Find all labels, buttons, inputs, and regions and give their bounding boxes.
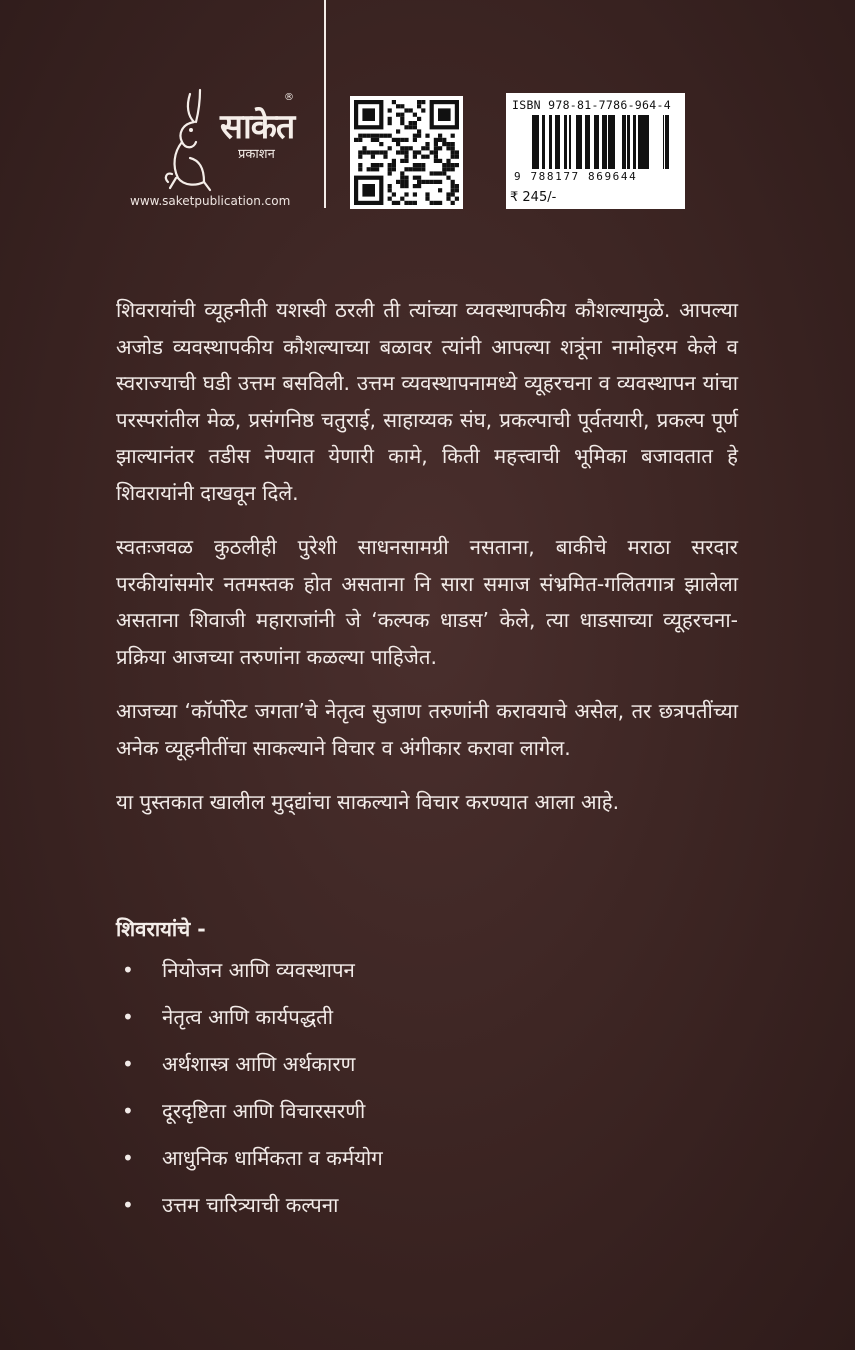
barcode-number: 9 788177 869644 [514, 170, 638, 183]
registered-mark: ® [284, 92, 294, 103]
bullet-icon: • [122, 1099, 134, 1123]
bullet-icon: • [122, 1193, 134, 1217]
topic-list [116, 952, 383, 1234]
price-text: ₹ 245/- [510, 190, 557, 205]
list-item: • आधुनिक धार्मिकता व कर्मयोग [116, 1140, 383, 1187]
list-item: • दूरदृष्टिता आणि विचारसरणी [116, 1093, 383, 1140]
paragraph: या पुस्तकात खालील मुद्‌द्यांचा साकल्याने विचार करण्यात आला आहे. [116, 790, 620, 814]
list-item: • अर्थशास्त्र आणि अर्थकारण [116, 1046, 383, 1093]
logo-subtext: प्रकाशन [238, 147, 275, 162]
list-heading: शिवरायांचे - [116, 917, 206, 941]
paragraph: स्वतःजवळ कुठलीही पुरेशी साधनसामग्री नसताना, बाकीचे मराठा सरदार परकीयांसमोर नतमस्तक होत असताना नि सारा समाज संभ्रमित-गलितगात्र झालेला असताना शिवाजी महाराजांनी जे ‘कल्पक धाडस’ केले, त्या धाडसाच्या व्यूहरचना-प्रक्रिया आजच्या तरुणांना कळल्या पाहिजेत. [116, 535, 738, 669]
bullet-icon: • [122, 1005, 134, 1029]
publisher-logo [160, 86, 300, 196]
blurb [116, 292, 738, 839]
paragraph: शिवरायांची व्यूहनीती यशस्वी ठरली ती त्यांच्या व्यवस्थापकीय कौशल्यामुळे. आपल्या अजोड व्यवस्थापकीय कौशल्याच्या बळावर त्यांनी आपल्या शत्रूंना नामोहरम केले व स्वराज्याची घडी उत्तम बसविली. उत्तम व्यवस्थापनामध्ये व्यूहरचना व व्यवस्थापन यांचा परस्परांतील मेळ, प्रसंगनिष्ठ चतुराई, साहाय्यक संघ, प्रकल्पाची पूर्वतयारी, प्रकल्प पूर्ण झाल्यानंतर तडीस नेण्यात येणारी कामे, किती महत्त्वाची भूमिका बजावतात हे शिवरायांनी दाखवून दिले. [116, 298, 738, 505]
barcode-bars [523, 115, 669, 171]
list-item: • नेतृत्व आणि कार्यपद्धती [116, 999, 383, 1046]
list-item: • नियोजन आणि व्यवस्थापन [116, 952, 383, 999]
bullet-icon: • [122, 958, 134, 982]
logo-text: साकेत [220, 107, 295, 147]
paragraph: आजच्या ‘कॉर्पोरेट जगता’चे नेतृत्व सुजाण तरुणांनी करावयाचे असेल, तर छत्रपतींच्या अनेक व्यूहनीतींचा साकल्याने विचार व अंगीकार करावा लागेल. [116, 699, 738, 760]
barcode-label [506, 93, 685, 209]
isbn-text: ISBN 978-81-7786-964-4 [512, 98, 671, 112]
publisher-website[interactable]: www.saketpublication.com [130, 194, 291, 208]
qr-code[interactable] [350, 96, 463, 209]
list-item: • उत्तम चारित्र्याची कल्पना [116, 1187, 383, 1234]
vertical-divider [324, 0, 326, 208]
bullet-icon: • [122, 1146, 134, 1170]
bullet-icon: • [122, 1052, 134, 1076]
